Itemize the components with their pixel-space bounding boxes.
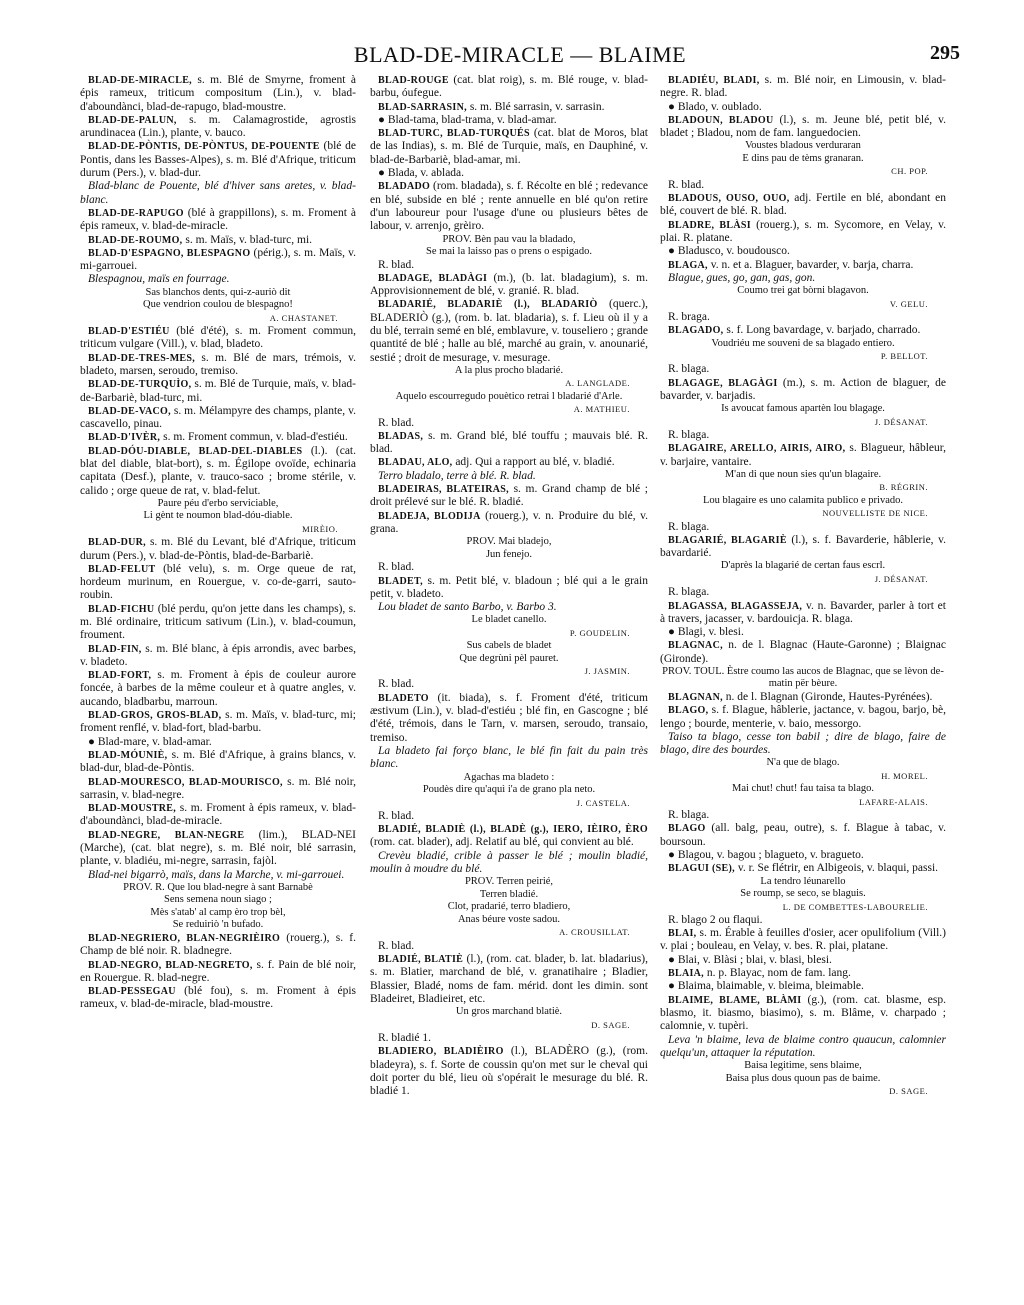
headword: BLAD-DE-ROUMO, [88, 234, 183, 246]
attribution: MIRÈIO. [302, 523, 338, 534]
definition: s. m. Froment commun, v. blad-d'estiéu. [160, 431, 348, 444]
example-line: Leva 'n blaime, leva de blaime contro quaucun, calomnier quelqu'un, attaquer la réputation. [660, 1033, 946, 1059]
quotation-line: Voustes bladous verduraran [745, 140, 861, 152]
plain-line: R. blaga. [668, 429, 710, 442]
page-header [80, 42, 960, 72]
headword: BLAGAGE, BLAGÀGI [668, 377, 778, 389]
definition: s. m. Calamagrostide, agrostis arundinacea (Lin.), plante, v. bauco. [80, 113, 356, 140]
headword: BLADIÉ, BLATIÈ [378, 953, 464, 965]
dictionary-entry [660, 259, 946, 272]
definition: (it. biada), s. f. Froment d'été, triticum æstivum (Lin.), v. blad-d'estiéu ; blé fin, en Gascogne ; blé d'été, trémois, dans le Tarn, v. marsen, seroudo, transaio, tremiso. [370, 691, 648, 744]
attribution: B. RÉGRIN. [879, 482, 928, 493]
dictionary-entry [660, 377, 946, 404]
plain-line: ● Blado, v. oublado. [668, 100, 762, 113]
definition: (m.), s. m. Action de blaguer, de bavarder, v. barjadis. [660, 376, 946, 402]
quotation-line: Paure péu d'erbo serviciable, [157, 497, 279, 509]
dictionary-entry [80, 776, 356, 803]
quotation-line: Is avoucat famous apartèn lou blagage. [721, 403, 885, 415]
quotation-line: Que vendrion coulou de blespagno! [143, 299, 293, 311]
quotation-line: Le bladet canello. [471, 614, 547, 626]
dictionary-entry [660, 114, 946, 141]
headword: BLAD-GROS, GROS-BLAD, [88, 710, 222, 722]
definition: s. m. Petit blé, v. bladoun ; blé qui a le grain petit, v. bladeto. [370, 574, 648, 600]
headword: BLADOUN, BLADOU [668, 114, 774, 126]
headword: BLAGA, [668, 259, 708, 271]
plain-line: R. blad. [378, 416, 415, 429]
plain-line: ● Blagi, v. blesi. [668, 626, 744, 639]
headword: BLAGNAC, [668, 640, 723, 652]
quotation-line: PROV. Bèn pau vau la bladado, [442, 233, 576, 245]
headword: BLADRE, BLÀSI [668, 219, 751, 231]
dictionary-entry [80, 985, 356, 1012]
dictionary-entry [660, 219, 946, 246]
dictionary-entry [660, 600, 946, 627]
dictionary-entry [370, 1045, 648, 1098]
headword: BLAGUI (SE), [668, 863, 735, 875]
definition: v. n. Bavarder, parler à tort et à travers, jacasser, v. bardouicja. R. blaga. [660, 599, 946, 625]
column-2 [370, 74, 648, 1098]
definition: s. m. Mélampyre des champs, plante, v. cascavello, pinau. [80, 404, 356, 431]
dictionary-entry [660, 691, 946, 704]
plain-line: ● Blagou, v. bagou ; blagueto, v. bragueto. [668, 848, 864, 861]
definition: n. de l. Blagnac (Haute-Garonne) ; Blaignac (Gironde). [660, 639, 946, 665]
dictionary-entry [370, 127, 648, 167]
headword: BLADEIRAS, BLATEIRAS, [378, 484, 509, 496]
page-number: 295 [930, 42, 960, 64]
dictionary-entry [80, 140, 356, 180]
headword: BLAD-FELUT [88, 563, 156, 575]
attribution: D. SAGE. [889, 1086, 928, 1097]
dictionary-entry [660, 927, 946, 954]
definition: (l.), s. m. Jeune blé, petit blé, v. bladet ; Bladou, nom de fam. languedocien. [660, 113, 946, 140]
quotation-line: A la plus procho bladarié. [454, 364, 564, 376]
plain-line: ● Blaima, blaimable, v. bleima, bleimable. [668, 980, 864, 993]
definition: (g.), (rom. cat. blasme, esp. blasmo, it. biasmo, biasimo), s. m. Blâme, v. charpado ; calomnie, v. tupèri. [660, 993, 947, 1033]
plain-line: R. blad. [378, 939, 415, 952]
dictionary-entry [80, 234, 356, 247]
definition: (blé à grappillons), s. m. Froment à épis rameux, v. blad-de-miracle. [80, 206, 356, 233]
attribution: J. DÉSANAT. [874, 573, 928, 584]
dictionary-entry [80, 603, 356, 643]
attribution: D. SAGE. [591, 1019, 630, 1030]
definition: s. f. Long bavardage, v. barjado, charrado. [723, 324, 921, 337]
dictionary-entry [80, 563, 356, 603]
example-line: Blespagnou, maïs en fourrage. [88, 273, 230, 286]
headword: BLAD-MOURESCO, BLAD-MOURISCO, [88, 776, 283, 788]
headword: BLAD-DE-TRES-MES, [88, 352, 196, 364]
headword: BLAD-FICHU [88, 603, 155, 615]
headword: BLAD-NEGRO, BLAD-NEGRETO, [88, 959, 253, 971]
definition: (m.), (b. lat. bladagium), s. m. Approvisionnement de blé, v. granié. R. blad. [370, 271, 648, 298]
headword: BLAD-DUR, [88, 537, 146, 549]
definition: s. m. Maïs, v. blad-turc, mi; froment renflé, v. blad-fort, blad-barbu. [80, 709, 356, 735]
example-line: Blad-nei bigarrò, maïs, dans la Marche, v. mi-garrouei. [88, 868, 345, 881]
attribution: H. MOREL. [881, 770, 928, 781]
definition: (blé de Pontis, dans les Basses-Alpes), s. m. Blé d'Afrique, triticum durum (Pers.), v. blad-dur. [80, 140, 356, 180]
dictionary-entry [80, 405, 356, 432]
headword: BLADOUS, OUSO, OUO, [668, 193, 790, 205]
example-line: Terro bladalo, terre à blé. R. blad. [378, 469, 536, 482]
definition: s. m. Blé du Levant, blé d'Afrique, triticum durum (Pers.), v. blad-de-Pòntis, blad-de-Barbariè. [80, 536, 356, 562]
headword: BLAD-DE-VACO, [88, 405, 171, 417]
headword: BLAGADO, [668, 325, 724, 337]
headword: BLAD-ROUGE [378, 75, 449, 86]
quotation-line: Un gros marchand blatiè. [455, 1006, 563, 1018]
definition: adj. Fertile en blé, abondant en blé, couvert de blé. R. blad. [660, 192, 946, 218]
attribution: J. CASTELA. [576, 797, 630, 808]
dictionary-entry [370, 823, 648, 850]
plain-line: R. blad. [378, 561, 415, 574]
quotation-line: Anas béure voste sadou. [457, 913, 561, 925]
definition: (l.), BLADÈRO (g.), (rom. bladeyra), s. f. Sorte de coussin qu'on met sur le cheval qui doit porter du blé, lieu où s'opérait le mesurage du blé. R. bladié 1. [370, 1045, 648, 1098]
dictionary-entry [660, 192, 946, 219]
dictionary-entry [660, 822, 946, 849]
dictionary-entry [80, 709, 356, 736]
headword: BLAD-SARRASIN, [378, 101, 467, 113]
headword: BLAIME, BLAME, BLÀMI [668, 994, 802, 1006]
headword: BLAGO, [668, 705, 709, 717]
definition: s. m. Froment à épis de couleur aurore foncée, à barbes de la même couleur et à quatre angles, v. aucando, bladbarbu, marroun. [80, 669, 356, 708]
dictionary-entry [80, 536, 356, 563]
dictionary-entry [80, 74, 356, 114]
definition: s. m. Blé de Smyrne, froment à épis rameux, triticum compositum (Lin.), v. blad-d'aboundànci, blad-de-rapugo, blad-moustre. [80, 74, 356, 113]
definition: (querc.), BLADERIÒ (g.), (rom. b. lat. bladaria), s. f. Lieu où il y a du blé, terrain semé en blé, emblavure, v. touseliero ; grande quantité de blé ; halle au blé, marché au grain, v. anounarié, sestié ; droit de mesurage, v. mesurage. [370, 298, 649, 364]
definition: (l.), (rom. cat. blader, b. lat. bladarius), s. m. Blatier, marchand de blé, v. granatihaire ; Bladier, Blassier, Bladé, noms de fam. mérid. dont les dimin. sont Bladeiret, Bladieiret, etc. [370, 952, 648, 1005]
headword: BLAGNAN, [668, 691, 723, 703]
definition: s. m. Blé blanc, à épis arrondis, avec barbes, v. bladeto. [80, 642, 356, 668]
dictionary-entry [660, 862, 946, 875]
dictionary-entry [80, 325, 356, 352]
headword: BLAD-NEGRIERO, BLAN-NEGRIÈIRO [88, 932, 281, 944]
attribution: CH. POP. [891, 166, 928, 177]
definition: n. de l. Blagnan (Gironde, Hautes-Pyrénées). [722, 690, 933, 703]
definition: s. f. Pain de blé noir, en Rouergue. R. blad-negre. [80, 958, 356, 984]
plain-line: ● Blai, v. Blàsi ; blai, v. blasi, blesi. [668, 953, 832, 966]
attribution: P. GOUDELIN. [569, 627, 630, 638]
dictionary-entry [80, 431, 356, 444]
quotation-line: Se roump, se seco, se blaguis. [740, 888, 866, 900]
headword: BLADET, [378, 575, 423, 587]
definition: (rom. cat. blader), adj. Relatif au blé, qui convient au blé. [370, 836, 634, 849]
quotation-line: Sus cabels de bladet [466, 640, 552, 652]
dictionary-entry [80, 445, 356, 498]
attribution: NOUVELLISTE DE NICE. [822, 508, 928, 519]
quotation-line: PROV. R. Que lou blad-negre à sant Barnabè [123, 881, 313, 893]
headword: BLAGAIRE, ARELLO, AIRIS, AIRO, [668, 443, 846, 455]
quotation-line: Mai chut! chut! fau taisa ta blago. [732, 783, 874, 795]
quotation-line: M'an di que noun sies qu'un blagaire. [724, 468, 882, 480]
headword: BLAD-D'IVÈR, [88, 432, 161, 444]
plain-line: ● Blad-mare, v. blad-amar. [88, 735, 212, 748]
quotation-line: Sens semena noun siago ; [164, 894, 272, 906]
dictionary-entry [370, 575, 648, 602]
headword: BLADAU, ALO, [378, 457, 453, 469]
definition: s. f. Blague, hâblerie, jactance, v. bagou, barjo, bè, lengo ; bourde, menterie, v. baio, messorgo. [660, 704, 946, 730]
quotation-line: PROV. Terren peirié, [464, 876, 554, 888]
example-line: Lou bladet de santo Barbo, v. Barbo 3. [378, 601, 557, 614]
definition: s. m. Blé d'Afrique, à grains blancs, v. blad-dur, blad-de-Pòntis. [80, 748, 356, 775]
definition: adj. Qui a rapport au blé, v. bladié. [452, 456, 615, 469]
dictionary-entry [80, 247, 356, 274]
definition: (lim.), BLAD-NEI (Marche), (cat. blat negre), s. m. Blé noir, blé sarrasin, plante, v. bladiéu, mi-negre, sarrasin, fajòl. [80, 828, 356, 868]
headword: BLAD-DE-MIRACLE, [88, 75, 192, 86]
plain-line: R. bladié 1. [378, 1031, 432, 1044]
headword: BLADEJA, BLODIJA [378, 510, 481, 522]
attribution: A. MATHIEU. [573, 404, 630, 415]
headword: BLAD-FIN, [88, 643, 142, 655]
quotation-line: D'après la blagarié de certan faus escrl. [720, 560, 886, 572]
headword: BLAIA, [668, 968, 704, 980]
quotation-line: Li gènt te noumon blad-dóu-diable. [143, 510, 293, 522]
plain-line: ● Blad-tama, blad-trama, v. blad-amar. [378, 113, 557, 126]
dictionary-entry [370, 456, 648, 469]
dictionary-entry [80, 932, 356, 959]
quotation-line: Terren bladié. [479, 888, 539, 900]
headword: BLADIÉU, BLADI, [668, 75, 760, 86]
dictionary-entry [660, 74, 946, 101]
column-1 [80, 74, 356, 1012]
quotation-line: PROV. Mai bladejo, [466, 536, 552, 548]
dictionary-entry [660, 704, 946, 731]
definition: (blé fou), s. m. Froment à épis rameux, v. blad-de-miracle, blad-moustre. [80, 985, 356, 1011]
dictionary-entry [80, 959, 356, 986]
attribution: V. GELU. [889, 298, 928, 309]
headword: BLAGARIÉ, BLAGARIÈ [668, 534, 787, 546]
headword: BLADIÉ, BLADIÈ (l.), BLADÈ (g.), IERO, IÈIRO, ÈRO [378, 824, 648, 836]
definition: (l.), s. f. Bavarderie, hâblerie, v. bavardarié. [660, 533, 947, 560]
definition: s. Blagueur, hâbleur, v. barjaire, vantaire. [660, 442, 946, 468]
dictionary-entry [80, 352, 356, 379]
plain-line: ● Bladusco, v. boudousco. [668, 245, 790, 258]
dictionary-entry [370, 510, 648, 537]
example-line: Blague, gues, go, gan, gas, gon. [668, 271, 816, 284]
quotation-line: PROV. TOUL. Èstre coumo las aucos de Blagnac, que se lèvon de-matin për bèure. [662, 665, 944, 690]
headword: BLAD-DE-RAPUGO [88, 207, 184, 219]
example-line: Crevèu bladié, crible à passer le blé ; moulin bladié, moulin à moudre du blé. [370, 849, 648, 876]
dictionary-entry [80, 207, 356, 234]
definition: (rom. bladada), s. f. Récolte en blé ; redevance en blé, subside en blé ; rente annuelle en blé qu'on retire d'un laboureur pour l'usage d'une ou plusieurs bêtes de labour, v. arrenjo, grèiro. [370, 180, 648, 233]
plain-line: R. blaga. [668, 586, 710, 599]
plain-line: R. braga. [668, 310, 710, 323]
dictionary-entry [370, 483, 648, 510]
headword: BLAD-DE-TURQUÌO, [88, 379, 192, 391]
plain-line: ● Blada, v. ablada. [378, 167, 465, 180]
headword: BLAD-FORT, [88, 670, 152, 682]
quotation-line: Jun fenejo. [485, 548, 533, 560]
dictionary-entry [370, 430, 648, 457]
quotation-line: Clot, pradarié, terro bladiero, [447, 901, 571, 913]
quotation-line: Mès s'atab' al camp èro trop bèl, [150, 906, 286, 918]
quotation-line: Poudès dire qu'aquì i'a de grano pla neto. [422, 784, 596, 796]
plain-line: R. blad. [378, 809, 415, 822]
definition: s. m. Maïs, v. blad-turc, mi. [182, 233, 313, 246]
example-line: La bladeto fai forço blanc, le blé fin fait du pain très blanc. [370, 744, 648, 771]
definition: s. m. Blé de Turquie, maïs, v. blad-de-Barbariè, blad-turc, mi. [80, 378, 356, 404]
dictionary-entry [660, 442, 946, 469]
headword: BLAD-MÓUNIÈ, [88, 749, 168, 761]
dictionary-entry [370, 298, 648, 364]
dictionary-entry [660, 324, 946, 337]
dictionary-entry [660, 994, 946, 1034]
attribution: A. CHASTANET. [269, 312, 338, 323]
definition: (blé velu), s. m. Orge queue de rat, hordeum murinum, en Rouergue, v. co-de-garri, sauto-roubin. [80, 562, 356, 602]
definition: v. n. et a. Blaguer, bavarder, v. barja, charra. [707, 258, 914, 271]
definition: (rouerg.), v. n. Produire du blé, v. grana. [370, 509, 648, 535]
plain-line: R. blago 2 ou flaqui. [668, 913, 763, 926]
definition: s. m. Blé noir, en Limousin, v. blad-negre. R. blad. [660, 74, 946, 100]
dictionary-entry [80, 643, 356, 670]
definition: (all. balg, peau, outre), s. f. Blague à tabac, v. boursoun. [660, 822, 946, 848]
dictionary-entry [660, 639, 946, 666]
plain-line: R. blaga. [668, 809, 710, 822]
plain-line: R. blad. [378, 678, 415, 691]
definition: s. m. Érable à feuilles d'osier, acer opulifolium (Vill.) v. plai ; bouleau, en Velay, v. bes. R. plai, platane. [660, 927, 946, 953]
quotation-line: Se reduiriò 'n bufado. [172, 919, 264, 931]
quotation-line: Sas blanchos dents, qui-z-auriò dit [145, 286, 291, 298]
headword: BLADADO [378, 181, 431, 193]
definition: s. m. Grand blé, blé touffu ; mauvais blé. R. blad. [370, 429, 648, 456]
dictionary-entry [660, 534, 946, 561]
quotation-line: Lou blagaire es uno calamita publico e privado. [702, 494, 903, 506]
plain-line: R. blad. [668, 178, 705, 191]
headword: BLADETO [378, 692, 429, 704]
headword: BLADAGE, BLADÀGI [378, 272, 488, 284]
dictionary-entry [80, 802, 356, 829]
running-title: BLAD-DE-MIRACLE — BLAIME [353, 42, 687, 67]
quotation-line: La tendro léunarello [760, 875, 846, 887]
quotation-line: Coumo trei gat bòrni blagavon. [737, 285, 869, 297]
dictionary-entry [80, 749, 356, 776]
definition: s. m. Blé de mars, trémois, v. bladeto, marsen, seroudo, tremiso. [80, 351, 356, 377]
example-line: Blad-blanc de Pouente, blé d'hiver sans aretes, v. blad-blanc. [80, 180, 356, 206]
attribution: A. LANGLADE. [565, 378, 630, 389]
dictionary-entry [370, 74, 648, 101]
headword: BLAGO [668, 823, 706, 835]
definition: v. r. Se flétrir, en Albigeois, v. blaqui, passi. [734, 862, 939, 875]
definition: s. m. Grand champ de blé ; droit prélevé sur le blé. R. bladié. [370, 483, 648, 509]
quotation-line: Que degrùni pèl pauret. [459, 652, 559, 664]
definition: (blé perdu, qu'on jette dans les champs), s. m. Blé ordinaire, triticum sativum (Lin.), v. blad-coumun, froument. [80, 602, 356, 642]
dictionary-entry [370, 692, 648, 745]
dictionary-entry [80, 114, 356, 141]
definition: (rouerg.), s. m. Sycomore, en Velay, v. plai. R. platane. [660, 218, 947, 244]
dictionary-entry [370, 953, 648, 1006]
quotation-line: N'a que de blago. [766, 757, 840, 769]
attribution: J. JASMIN. [584, 666, 630, 677]
headword: BLAD-DE-PALUN, [88, 114, 177, 126]
definition: s. m. Froment à épis rameux, v. blad-d'aboundànci, blad-de-miracle. [80, 802, 356, 828]
attribution: P. BELLOT. [880, 351, 928, 362]
dictionary-entry [370, 180, 648, 233]
plain-line: R. blaga. [668, 520, 710, 533]
attribution: LAFARE-ALAIS. [859, 796, 928, 807]
dictionary-entry [370, 101, 648, 114]
headword: BLAD-DÓU-DIABLE, BLAD-DEL-DIABLES [88, 445, 303, 457]
dictionary-entry [80, 829, 356, 869]
column-3 [660, 74, 946, 1098]
quotation-line: Aquelo escourregudo pouètico retrai l bladarié d'Arle. [395, 390, 623, 402]
headword: BLAD-DE-PÒNTIS, DE-PÒNTUS, DE-POUENTE [88, 141, 320, 153]
dictionary-entry [80, 669, 356, 709]
definition: (l.). (cat. blat del diable, blat-bort), s. m. Égilope ovoïde, echinaria capitata (Desf.), plante, v. trauco-saco ; brome stérile, v. calido ; orge queue de rat, v. blad-felut. [80, 444, 356, 497]
definition: (cat. blat de Moros, blat de las Indias), s. m. Blé de Turquie, maïs, en Dauphiné, v. blad-de-Barbariè, blad-amar, mi. [370, 127, 648, 166]
plain-line: R. blad. [378, 258, 415, 271]
headword: BLAD-MOUSTRE, [88, 803, 177, 815]
definition: n. p. Blayac, nom de fam. lang. [703, 967, 851, 980]
definition: s. m. Blé noir, sarrasin, v. blad-negre. [80, 775, 356, 801]
definition: s. m. Blé sarrasin, v. sarrasin. [466, 100, 605, 113]
headword: BLAD-NEGRE, BLAN-NEGRE [88, 829, 245, 841]
definition: (périg.), s. m. Maïs, v. mi-garrouei. [80, 246, 356, 273]
headword: BLADAS, [378, 430, 424, 442]
headword: BLAD-D'ESTIÉU [88, 326, 170, 338]
quotation-line: Baisa legitime, sens blaime, [744, 1060, 862, 1072]
example-line: Taiso ta blago, cesse ton babil ; dire de blago, faire de blago, dire des bourdes. [660, 730, 946, 757]
dictionary-entry [80, 378, 356, 405]
attribution: A. CROUSILLAT. [559, 927, 630, 938]
quotation-line: Se mai la laisso pas o prens o espigado. [426, 246, 592, 258]
dictionary-entry [370, 272, 648, 299]
attribution: L. DE COMBETTES-LABOURELIE. [782, 901, 928, 912]
quotation-line: Agachas ma bladeto : [463, 771, 555, 783]
headword: BLADARIÉ, BLADARIÈ (l.), BLADARIÒ [378, 299, 598, 311]
quotation-line: Baisa plus dous quoun pas de baime. [725, 1072, 881, 1084]
headword: BLAGASSA, BLAGASSEJA, [668, 600, 803, 612]
headword: BLAD-PESSEGAU [88, 986, 176, 998]
quotation-line: E dins pau de tèms granaran. [742, 152, 864, 164]
headword: BLAD-TURC, BLAD-TURQUÉS [378, 128, 530, 140]
headword: BLADIERO, BLADIÈIRO [378, 1046, 504, 1058]
definition: (blé d'été), s. m. Froment commun, triticum vulgare (Vill.), v. blad, bladeto. [80, 325, 356, 351]
quotation-line: Voudriéu me souveni de sa blagado entiero. [711, 337, 895, 349]
dictionary-entry [660, 967, 946, 980]
headword: BLAI, [668, 928, 697, 940]
plain-line: R. blaga. [668, 363, 710, 376]
headword: BLAD-D'ESPAGNO, BLESPAGNO [88, 247, 251, 259]
attribution: J. DÉSANAT. [874, 416, 928, 427]
definition: (cat. blat roig), s. m. Blé rouge, v. blad-barbu, óufegue. [370, 74, 648, 100]
definition: (rouerg.), s. f. Champ de blé noir. R. bladnegre. [80, 931, 356, 958]
